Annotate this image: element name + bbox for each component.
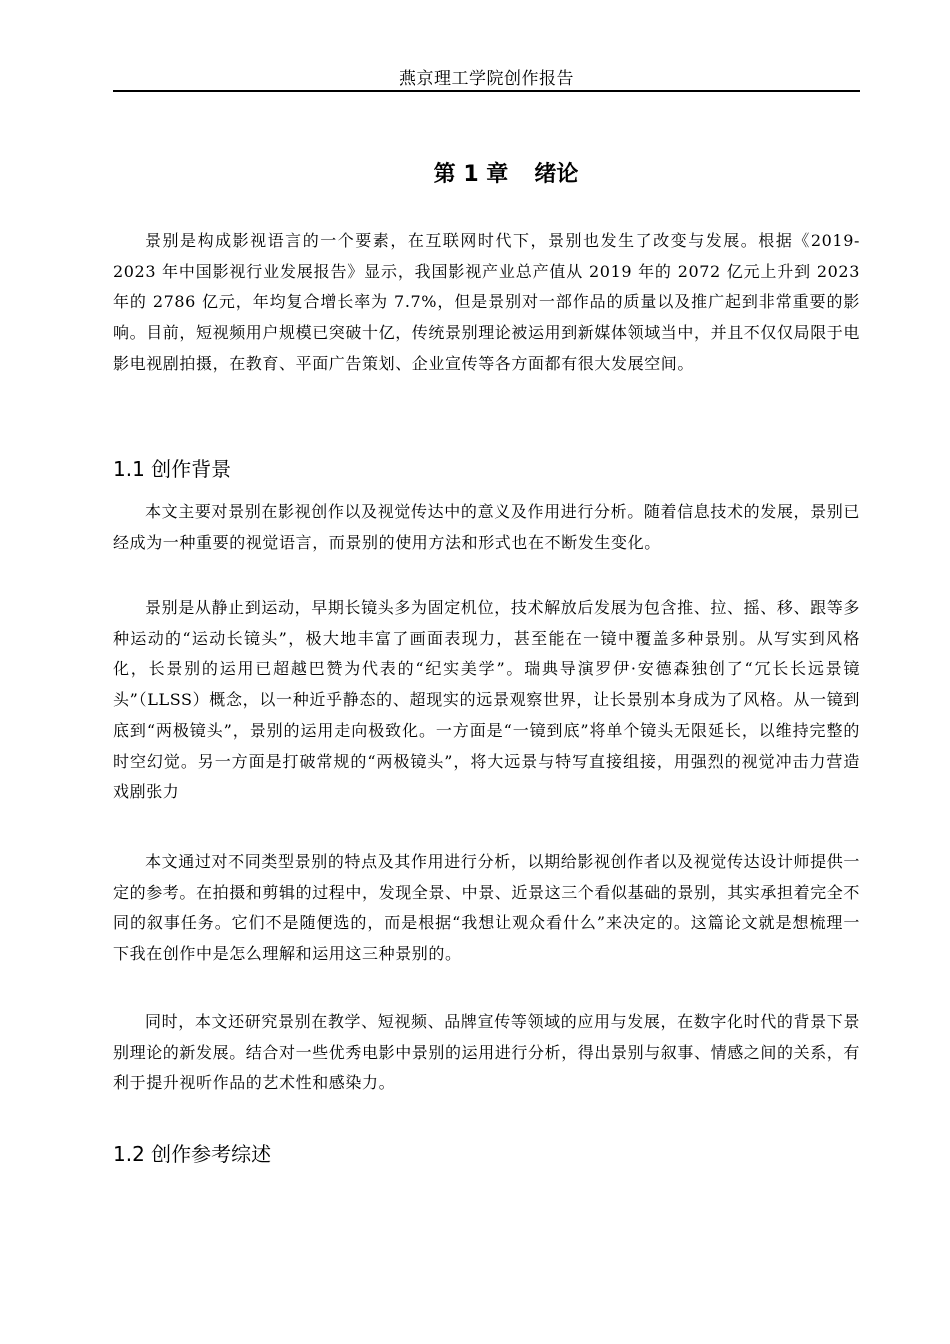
section-heading-1-1: 1.1 创作背景 bbox=[113, 457, 232, 481]
chapter-name: 绪论 bbox=[534, 162, 579, 187]
intro-paragraph: 景别是构成影视语言的一个要素，在互联网时代下，景别也发生了改变与发展。根据《2019-2023 年中国影视行业发展报告》显示，我国影视产业总产值从 2019 年的 2072 亿元上升到 2023 年的 2786 亿元，年均复合增长率为 7.7%，但是景别对一部作品的质量以及推广起到非常重要的影响。目前，短视频用户规模已突破十亿，传统景别理论被运用到新媒体领域当中，并且不仅仅局限于电影电视剧拍摄，在教育、平面广告策划、企业宣传等各方面都有很大发展空间。 bbox=[113, 231, 861, 373]
header-rule bbox=[113, 90, 860, 92]
running-header: 燕京理工学院创作报告 bbox=[399, 69, 574, 89]
chapter-number: 第 1 章 bbox=[433, 162, 509, 187]
section-1-1-paragraph-4: 同时，本文还研究景别在教学、短视频、品牌宣传等领域的应用与发展，在数字化时代的背景下景别理论的新发展。结合对一些优秀电影中景别的运用进行分析，得出景别与叙事、情感之间的关系，有利于提升视听作品的艺术性和感染力。 bbox=[113, 1012, 861, 1093]
section-1-1-paragraph-1: 本文主要对景别在影视创作以及视觉传达中的意义及作用进行分析。随着信息技术的发展，景别已经成为一种重要的视觉语言，而景别的使用方法和形式也在不断发生变化。 bbox=[113, 502, 860, 552]
section-1-1-paragraph-3: 本文通过对不同类型景别的特点及其作用进行分析，以期给影视创作者以及视觉传达设计师提供一定的参考。在拍摄和剪辑的过程中，发现全景、中景、近景这三个看似基础的景别，其实承担着完全不同的叙事任务。它们不是随便选的，而是根据“我想让观众看什么”来决定的。这篇论文就是想梳理一下我在创作中是怎么理解和运用这三种景别的。 bbox=[113, 852, 861, 964]
section-1-1-paragraph-2: 景别是从静止到运动，早期长镜头多为固定机位，技术解放后发展为包含推、拉、摇、移、跟等多种运动的“运动长镜头”，极大地丰富了画面表现力，甚至能在一镜中覆盖多种景别。从写实到风格化，长景别的运用已超越巴赞为代表的“纪实美学”。瑞典导演罗伊·安德森独创了“冗长长远景镜头”（LLSS）概念，以一种近乎静态的、超现实的远景观察世界，让长景别本身成为了风格。从一镜到底到“两极镜头”，景别的运用走向极致化。一方面是“一镜到底”将单个镜头无限延长，以维持完整的时空幻觉。另一方面是打破常规的“两极镜头”，将大远景与特写直接组接，用强烈的视觉冲击力营造戏剧张力 bbox=[113, 598, 860, 802]
section-heading-1-2: 1.2 创作参考综述 bbox=[113, 1142, 272, 1166]
chapter-title bbox=[113, 158, 899, 192]
